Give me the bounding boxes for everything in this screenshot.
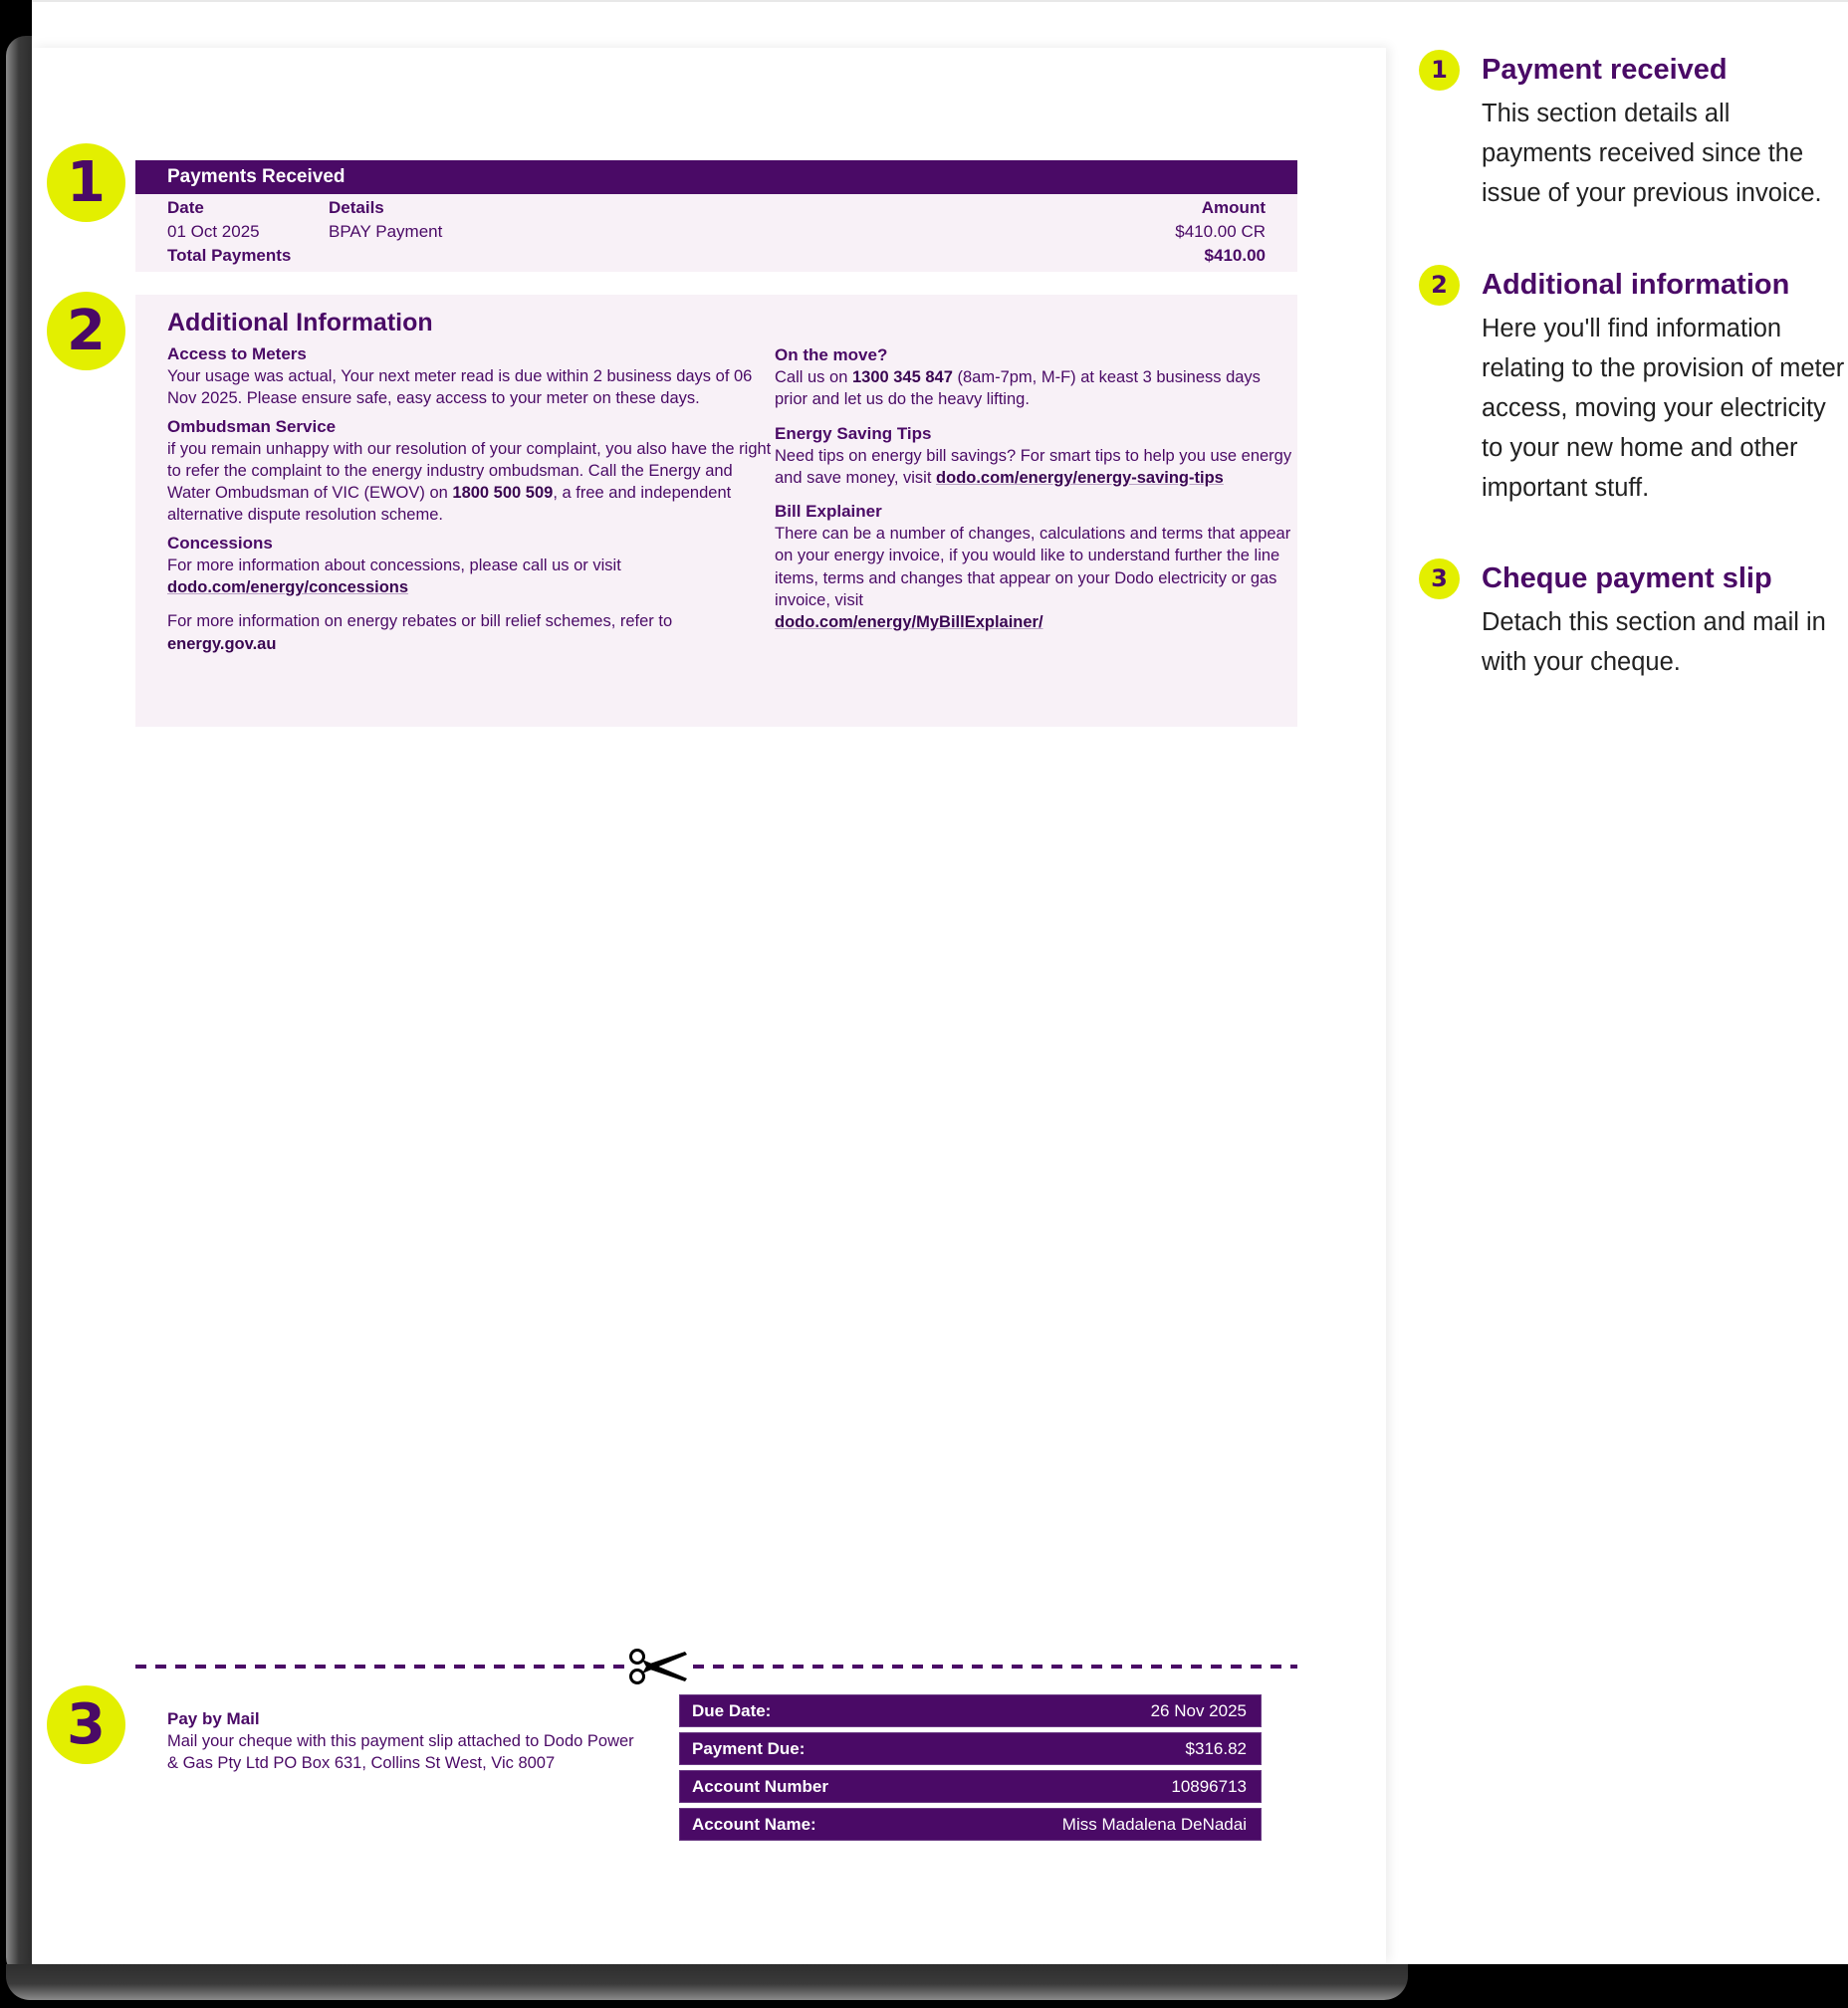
section-badge-2: 2 xyxy=(47,292,125,370)
invoice-page xyxy=(32,48,1386,1964)
access-to-meters-text: Your usage was actual, Your next meter read is due within 2 business days of 06 Nov 2025. Please ensure safe, easy access to your meter on these days. xyxy=(167,367,753,408)
additional-information-title: Additional Information xyxy=(167,309,433,336)
table-header-row xyxy=(167,196,1266,220)
payment-date: 01 Oct 2025 xyxy=(167,222,260,241)
side-note-cheque-payment-slip xyxy=(1419,558,1847,682)
ombudsman-heading: Ombudsman Service xyxy=(167,416,337,436)
on-the-move-phone[interactable]: 1300 345 847 xyxy=(851,368,953,386)
rebates-text-body: For more information on energy rebates or bill relief schemes, refer to xyxy=(167,612,673,631)
energy-saving-tips-body: Need tips on energy bill savings? For smart tips to help you use energy and save money, visit xyxy=(775,446,1292,487)
section-badge-3: 3 xyxy=(47,1685,125,1764)
side-note-additional-information xyxy=(1419,265,1847,508)
cut-line xyxy=(135,1665,1297,1669)
bill-explainer-body: There can be a number of changes, calculations and terms that appear on your energy invoice, if you would like to understand further the line items, terms and changes that appear on your Dodo electricity or gas invoice, visit xyxy=(775,525,1291,610)
due-date-label: Due Date: xyxy=(692,1700,772,1720)
energy-gov-link[interactable]: energy.gov.au xyxy=(167,634,277,653)
table-row xyxy=(167,220,1266,244)
ombudsman-text-after: , a free and independent alternative dispute resolution scheme. xyxy=(167,484,732,525)
concessions-text-body: For more information about concessions, please call us or visit xyxy=(167,556,621,574)
concessions-heading: Concessions xyxy=(167,533,273,553)
concessions-text xyxy=(167,555,775,599)
payments-received-title: Payments Received xyxy=(135,160,1297,194)
total-payments-value: $410.00 xyxy=(1204,246,1266,265)
side-title-additional-information: Additional information xyxy=(1482,268,1790,301)
scissors-icon xyxy=(627,1647,691,1686)
account-number-value: 10896713 xyxy=(1171,1776,1247,1796)
slip-row-account-number xyxy=(679,1770,1262,1803)
payments-received-body xyxy=(135,194,1297,272)
on-the-move-text-before: Call us on xyxy=(775,368,852,386)
payment-details: BPAY Payment xyxy=(329,222,443,241)
page-shadow-left xyxy=(6,36,32,1977)
page-shadow-bottom xyxy=(6,1964,1408,2000)
pay-by-mail-text: Mail your cheque with this payment slip attached to Dodo Power & Gas Pty Ltd PO Box 631, Collins St West, Vic 8007 xyxy=(167,1732,634,1772)
ombudsman-text xyxy=(167,438,775,527)
payment-slip-summary xyxy=(679,1694,1262,1846)
ombudsman-phone[interactable]: 1800 500 509 xyxy=(452,484,554,503)
energy-saving-tips-text xyxy=(775,445,1297,490)
access-to-meters-heading: Access to Meters xyxy=(167,344,307,363)
side-badge-1: 1 xyxy=(1419,50,1460,91)
pay-by-mail-title: Pay by Mail xyxy=(167,1709,260,1728)
account-number-label: Account Number xyxy=(692,1776,828,1796)
side-text-additional-information: Here you'll find information relating to the provision of meter access, moving your electricity to your new home and other important stuff. xyxy=(1482,315,1845,502)
account-name-label: Account Name: xyxy=(692,1814,816,1834)
total-payments-label: Total Payments xyxy=(167,246,292,265)
slip-row-due-date xyxy=(679,1694,1262,1727)
total-row xyxy=(167,244,1266,268)
column-header-details: Details xyxy=(329,198,384,217)
pay-by-mail xyxy=(167,1708,635,1774)
column-header-amount: Amount xyxy=(1201,198,1266,217)
slip-row-account-name xyxy=(679,1808,1262,1841)
column-header-date: Date xyxy=(167,198,204,217)
payment-amount: $410.00 CR xyxy=(1175,222,1266,241)
on-the-move-heading: On the move? xyxy=(775,345,888,364)
bill-explainer-link[interactable]: dodo.com/energy/MyBillExplainer/ xyxy=(775,613,1043,632)
additional-information-panel xyxy=(135,295,1297,727)
top-border-line xyxy=(32,0,1848,2)
side-title-payment-received: Payment received xyxy=(1482,53,1728,86)
payment-due-label: Payment Due: xyxy=(692,1738,806,1758)
slip-row-payment-due xyxy=(679,1732,1262,1765)
side-text-cheque-payment-slip: Detach this section and mail in with your cheque. xyxy=(1482,608,1826,676)
payment-due-value: $316.82 xyxy=(1185,1738,1247,1758)
ombudsman-text-before: if you remain unhappy with our resolution of your complaint, you also have the right to refer the complaint to the energy industry ombudsman. Call the Energy and Water Ombudsman of VIC (EWOV) on xyxy=(167,439,772,503)
additional-info-right-column xyxy=(775,309,1297,727)
bill-explainer-text xyxy=(775,523,1297,633)
on-the-move-text xyxy=(775,366,1297,411)
energy-saving-tips-heading: Energy Saving Tips xyxy=(775,423,932,443)
energy-saving-tips-link[interactable]: dodo.com/energy/energy-saving-tips xyxy=(936,468,1224,487)
side-badge-3: 3 xyxy=(1419,558,1460,599)
due-date-value: 26 Nov 2025 xyxy=(1150,1700,1247,1720)
side-title-cheque-payment-slip: Cheque payment slip xyxy=(1482,561,1772,594)
side-note-payment-received xyxy=(1419,50,1847,213)
payments-received-table xyxy=(135,160,1297,272)
side-text-payment-received: This section details all payments received since the issue of your previous invoice. xyxy=(1482,100,1822,207)
additional-info-left-column xyxy=(167,309,775,727)
account-name-value: Miss Madalena DeNadai xyxy=(1061,1814,1247,1834)
on-the-move-text-after: (8am-7pm, M-F) at keast 3 business days prior and let us do the heavy lifting. xyxy=(775,368,1261,409)
section-badge-1: 1 xyxy=(47,143,125,222)
rebates-text xyxy=(167,610,775,655)
bill-explainer-heading: Bill Explainer xyxy=(775,502,882,522)
side-badge-2: 2 xyxy=(1419,265,1460,306)
concessions-link[interactable]: dodo.com/energy/concessions xyxy=(167,578,409,597)
